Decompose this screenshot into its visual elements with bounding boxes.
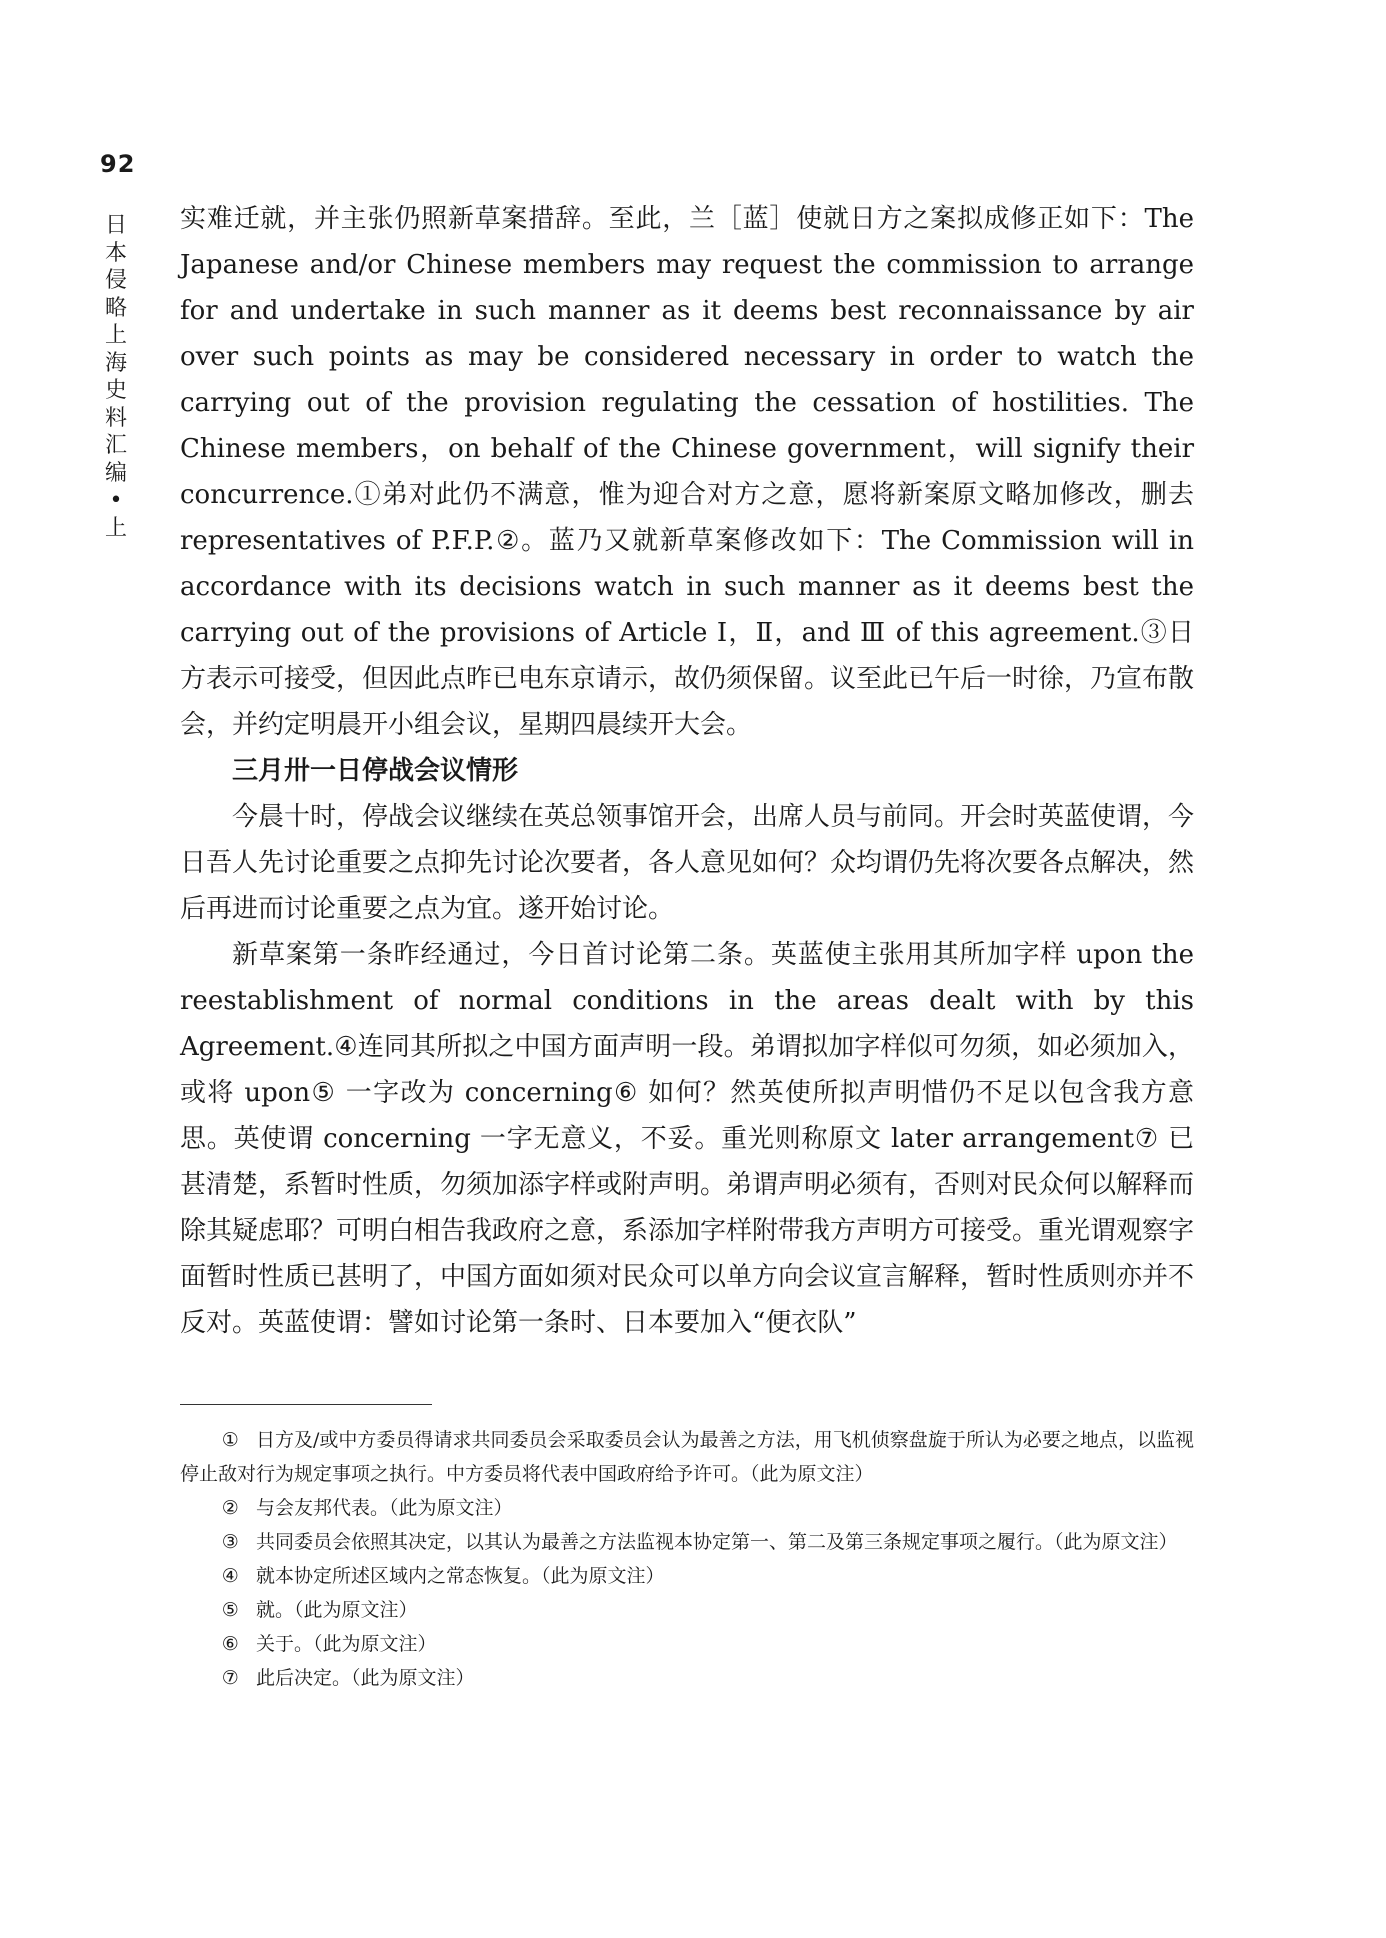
running-head-char: 史 (104, 378, 127, 403)
footnote-mark: ⑥ (221, 1633, 239, 1655)
footnote-text: 就。（此为原文注） (255, 1599, 418, 1621)
section-heading: 三月卅一日停战会议情形 (232, 756, 519, 786)
running-head-char: 料 (104, 405, 127, 431)
running-head-char: 侵 (104, 268, 127, 293)
running-head-char: 汇 (104, 433, 127, 458)
body-paragraph: 实难迁就，并主张仍照新草案措辞。至此，兰［蓝］使就日方之案拟成修正如下：The Japanese and/or Chinese members may request the commission to arrange for and undertake in such manner as it deems best reconnaissance by air over such points as may be considered necessary in order to watch the carrying out of the provision regulating the cessation of hostilities. The Chinese members，on behalf of the Chinese government，will signify their concurrence.①弟对此仍不满意，惟为迎合对方之意，愿将新案原文略加修改，删去 representatives of P.F.P.②。蓝乃又就新草案修改如下：The Commission will in accordance with its decisions watch in such manner as it deems best the carrying out of the provisions of Article Ⅰ，Ⅱ，and Ⅲ of this agreement.③日方表示可接受，但因此点昨已电东京请示，故仍须保留。议至此已午后一时徐，乃宣布散会，并约定明晨开小组会议，星期四晨续开大会。 (180, 204, 1195, 740)
footnote-mark: ④ (221, 1565, 239, 1587)
footnote-text: 此后决定。（此为原文注） (255, 1667, 475, 1689)
footnote (180, 1661, 1194, 1695)
running-head-char: • (109, 488, 123, 513)
footnote (180, 1491, 1194, 1525)
footnote-mark: ② (221, 1497, 239, 1519)
body-paragraph: 今晨十时，停战会议继续在英总领事馆开会，出席人员与前同。开会时英蓝使谓，今日吾人先讨论重要之点抑先讨论次要者，各人意见如何？众均谓仍先将次要各点解决，然后再进而讨论重要之点为宜。遂开始讨论。 (180, 802, 1195, 924)
running-head-char: 上 (104, 515, 127, 541)
footnote-mark: ⑦ (221, 1667, 239, 1689)
footnote-text: 共同委员会依照其决定，以其认为最善之方法监视本协定第一、第二及第三条规定事项之履行。（此为原文注） (255, 1531, 1178, 1553)
page-number: 92 (100, 150, 136, 178)
body-text (180, 196, 1194, 1346)
running-head-char: 编 (104, 460, 127, 486)
footnote (180, 1593, 1194, 1627)
footnote (180, 1627, 1194, 1661)
footnote-text: 就本协定所述区域内之常态恢复。（此为原文注） (255, 1565, 665, 1587)
footnote-text: 与会友邦代表。（此为原文注） (255, 1497, 513, 1519)
running-head-char: 上 (104, 323, 127, 348)
footnote-text: 关于。（此为原文注） (255, 1633, 437, 1655)
footnote-divider (180, 1404, 432, 1405)
footnotes (180, 1423, 1194, 1695)
footnote-mark: ⑤ (221, 1599, 239, 1621)
running-head-char: 本 (104, 240, 127, 266)
running-head (103, 212, 129, 542)
running-head-char: 日 (104, 213, 127, 238)
footnote-text: 日方及/或中方委员得请求共同委员会采取委员会认为最善之方法，用飞机侦察盘旋于所认为必要之地点，以监视停止敌对行为规定事项之执行。中方委员将代表中国政府给予许可。（此为原文注） (180, 1429, 1194, 1485)
footnote (180, 1525, 1194, 1559)
running-head-char: 海 (104, 350, 127, 376)
footnote (180, 1423, 1194, 1491)
footnote (180, 1559, 1194, 1593)
running-head-char: 略 (104, 295, 127, 321)
footnote-mark: ③ (221, 1531, 239, 1553)
body-paragraph: 新草案第一条昨经通过，今日首讨论第二条。英蓝使主张用其所加字样 upon the reestablishment of normal conditions in the areas dealt with by this Agreement.④连同其所拟之中国方面声明一段。弟谓拟加字样似可勿须，如必须加入，或将 upon⑤ 一字改为 concerning⑥ 如何？然英使所拟声明惜仍不足以包含我方意思。英使谓 concerning 一字无意义，不妥。重光则称原文 later arrangement⑦ 已甚清楚，系暂时性质，勿须加添字样或附声明。弟谓声明必须有，否则对民众何以解释而除其疑虑耶？可明白相告我政府之意，系添加字样附带我方声明方可接受。重光谓观察字面暂时性质已甚明了，中国方面如须对民众可以单方向会议宣言解释，暂时性质则亦并不反对。英蓝使谓：譬如讨论第一条时、日本要加入“便衣队” (180, 940, 1195, 1338)
footnote-mark: ① (221, 1429, 239, 1451)
